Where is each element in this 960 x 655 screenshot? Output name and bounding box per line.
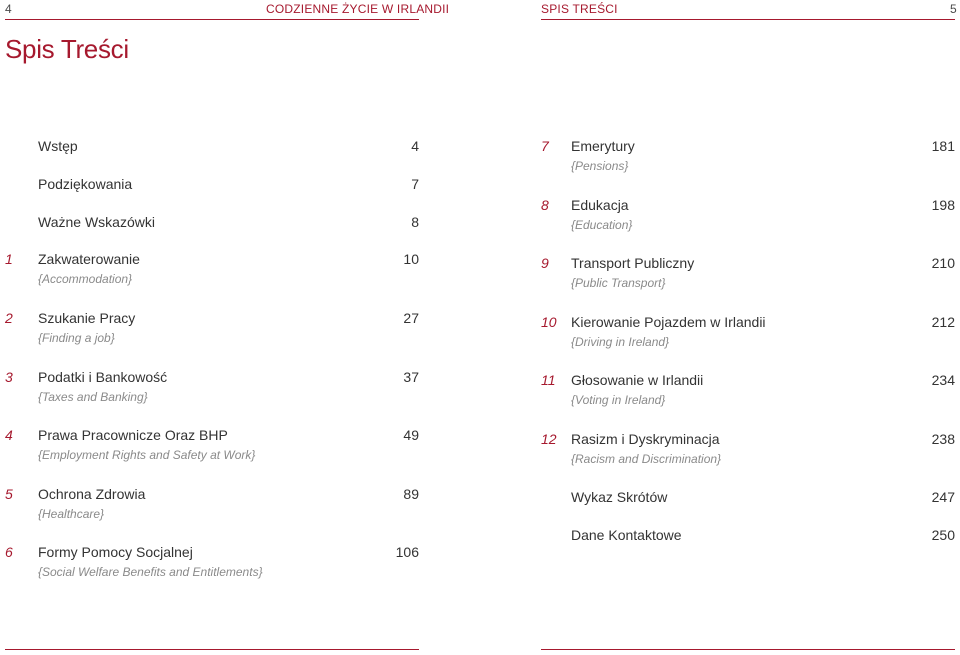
toc-entry[interactable]: [541, 314, 955, 358]
toc-entry[interactable]: [5, 486, 419, 530]
toc-entry-page: 10: [403, 251, 419, 267]
toc-entry-number: 2: [5, 310, 13, 326]
toc-entry-label: Prawa Pracownicze Oraz BHP: [38, 427, 228, 443]
toc-entry-label: Transport Publiczny: [571, 255, 695, 271]
toc-entry-label: Formy Pomocy Socjalnej: [38, 544, 193, 560]
toc-entry-label: Edukacja: [571, 197, 629, 213]
toc-entry-subtitle: {Driving in Ireland}: [571, 335, 670, 349]
toc-entry-label: Ochrona Zdrowia: [38, 486, 146, 502]
toc-entry-label: Zakwaterowanie: [38, 251, 140, 267]
toc-entry-subtitle: {Public Transport}: [571, 276, 666, 290]
toc-entry-label: Wstęp: [38, 138, 78, 154]
toc-entry[interactable]: [541, 138, 955, 182]
toc-entry[interactable]: [5, 310, 419, 354]
toc-entry-label: Ważne Wskazówki: [38, 214, 155, 230]
toc-entry-number: 5: [5, 486, 13, 502]
header-rule-right: [541, 19, 955, 20]
toc-entry-page: 4: [411, 138, 419, 154]
toc-entry-label: Wykaz Skrótów: [571, 489, 668, 505]
left-running-title: CODZIENNE ŻYCIE W IRLANDII: [266, 2, 450, 16]
toc-entry-page: 27: [403, 310, 419, 326]
toc-entry[interactable]: [5, 427, 419, 471]
toc-entry-subtitle: {Accommodation}: [38, 272, 133, 286]
toc-entry-page: 198: [931, 197, 955, 213]
toc-entry-subtitle: {Finding a job}: [38, 331, 115, 345]
header-rule-left: [5, 19, 419, 20]
toc-entry[interactable]: [541, 255, 955, 299]
toc-entry-number: 10: [541, 314, 557, 330]
toc-entry-label: Podziękowania: [38, 176, 133, 192]
toc-entry-page: 234: [931, 372, 955, 388]
toc-entry-page: 250: [931, 527, 955, 543]
toc-entry-label: Rasizm i Dyskryminacja: [571, 431, 720, 447]
footer-rule-left: [5, 649, 419, 650]
toc-entry-label: Głosowanie w Irlandii: [571, 372, 704, 388]
toc-entry-subtitle: {Healthcare}: [38, 507, 105, 521]
toc-entry-number: 6: [5, 544, 13, 560]
toc-entry-page: 212: [931, 314, 955, 330]
toc-entry-subtitle: {Racism and Discrimination}: [571, 452, 722, 466]
toc-entry[interactable]: [5, 369, 419, 413]
toc-entry[interactable]: [541, 431, 955, 475]
toc-entry-page: 7: [411, 176, 419, 192]
toc-entry-page: 247: [931, 489, 955, 505]
toc-entry[interactable]: [541, 372, 955, 416]
footer-rule-right: [541, 649, 955, 650]
toc-entry-page: 210: [931, 255, 955, 271]
toc-entry-number: 3: [5, 369, 13, 385]
toc-entry-page: 238: [931, 431, 955, 447]
right-running-title: SPIS TREŚCI: [541, 2, 618, 16]
toc-entry-number: 9: [541, 255, 549, 271]
toc-entry[interactable]: [541, 527, 955, 571]
toc-entry[interactable]: [5, 544, 419, 588]
toc-entry-subtitle: {Voting in Ireland}: [571, 393, 666, 407]
left-page-number: 4: [5, 2, 12, 16]
toc-entry-number: 12: [541, 431, 557, 447]
toc-entry-subtitle: {Pensions}: [571, 159, 629, 173]
toc-entry-page: 181: [931, 138, 955, 154]
toc-entry-label: Kierowanie Pojazdem w Irlandii: [571, 314, 766, 330]
toc-entry-number: 11: [541, 372, 556, 388]
toc-entry-subtitle: {Social Welfare Benefits and Entitlements}: [38, 565, 263, 579]
toc-entry-page: 8: [411, 214, 419, 230]
toc-entry-label: Emerytury: [571, 138, 635, 154]
toc-entry[interactable]: [5, 251, 419, 295]
toc-entry-number: 8: [541, 197, 549, 213]
toc-entry-number: 7: [541, 138, 549, 154]
toc-entry-page: 106: [395, 544, 419, 560]
right-page-number: 5: [950, 2, 957, 16]
toc-entry-label: Szukanie Pracy: [38, 310, 136, 326]
toc-entry-subtitle: {Education}: [571, 218, 633, 232]
toc-entry-page: 49: [403, 427, 419, 443]
toc-entry-page: 37: [403, 369, 419, 385]
toc-entry-label: Dane Kontaktowe: [571, 527, 682, 543]
toc-entry[interactable]: [541, 197, 955, 241]
toc-entry-number: 4: [5, 427, 13, 443]
toc-entry-subtitle: {Taxes and Banking}: [38, 390, 148, 404]
toc-entry-number: 1: [5, 251, 13, 267]
toc-entry-label: Podatki i Bankowość: [38, 369, 168, 385]
page-title: Spis Treści: [5, 34, 129, 64]
toc-entry-subtitle: {Employment Rights and Safety at Work}: [38, 448, 256, 462]
toc-entry-page: 89: [403, 486, 419, 502]
